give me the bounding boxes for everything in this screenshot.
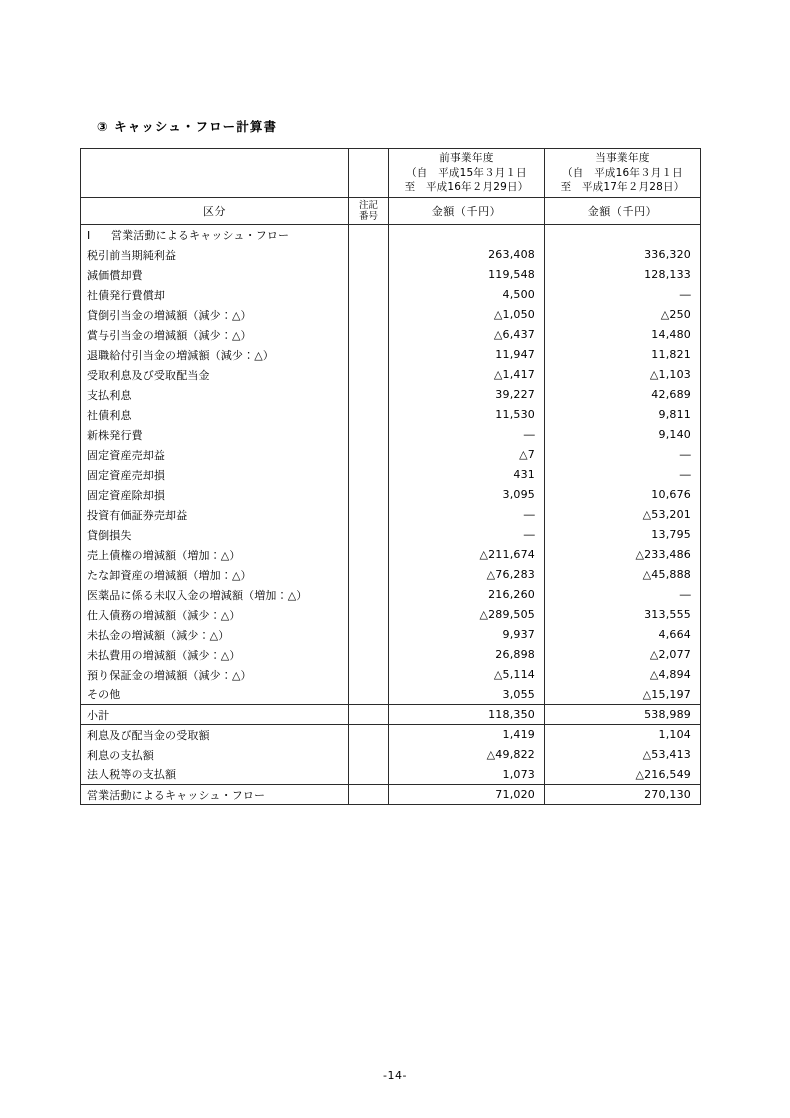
row-note-number xyxy=(349,425,389,445)
table-row xyxy=(81,465,701,485)
row-label: 利息及び配当金の受取額 xyxy=(81,725,349,745)
table-row xyxy=(81,245,701,265)
row-amount-prev: 9,937 xyxy=(389,625,545,645)
row-label: 未払費用の増減額（減少：△） xyxy=(81,645,349,665)
row-amount-prev: △289,505 xyxy=(389,605,545,625)
prev-period-to: 至 平成16年２月29日） xyxy=(404,181,529,194)
row-amount-curr: ― xyxy=(545,285,701,305)
row-amount-prev: △211,674 xyxy=(389,545,545,565)
table-row xyxy=(81,365,701,385)
table-row xyxy=(81,645,701,665)
row-label: 社債発行費償却 xyxy=(81,285,349,305)
row-amount-curr: △53,413 xyxy=(545,745,701,765)
table-row xyxy=(81,765,701,785)
row-label: 仕入債務の増減額（減少：△） xyxy=(81,605,349,625)
row-amount-prev: ― xyxy=(389,505,545,525)
cash-flow-statement-table xyxy=(80,148,701,805)
curr-period-name: 当事業年度 xyxy=(595,152,650,165)
row-amount-curr: △53,201 xyxy=(545,505,701,525)
table-row xyxy=(81,585,701,605)
row-label: 新株発行費 xyxy=(81,425,349,445)
row-amount-curr: △2,077 xyxy=(545,645,701,665)
row-note-number xyxy=(349,705,389,725)
row-amount-curr: △250 xyxy=(545,305,701,325)
row-amount-prev: 118,350 xyxy=(389,705,545,725)
row-amount-prev: △1,417 xyxy=(389,365,545,385)
row-amount-curr: 270,130 xyxy=(545,785,701,805)
row-amount-prev: ― xyxy=(389,425,545,445)
header-blank-cell xyxy=(81,149,349,198)
row-label: 預り保証金の増減額（減少：△） xyxy=(81,665,349,685)
table-row xyxy=(81,265,701,285)
row-amount-curr: ― xyxy=(545,465,701,485)
row-amount-prev: 431 xyxy=(389,465,545,485)
prev-period-from: （自 平成15年３月１日 xyxy=(406,166,527,179)
row-amount-prev: △76,283 xyxy=(389,565,545,585)
header-prev-amount-label: 金額（千円） xyxy=(389,198,545,225)
row-note-number xyxy=(349,225,389,245)
row-label: 投資有価証券売却益 xyxy=(81,505,349,525)
row-amount-curr: 336,320 xyxy=(545,245,701,265)
header-row-columns xyxy=(81,198,701,225)
row-note-number xyxy=(349,405,389,425)
row-amount-prev: 1,419 xyxy=(389,725,545,745)
curr-period-from: （自 平成16年３月１日 xyxy=(562,166,683,179)
section-heading-row xyxy=(81,225,701,245)
row-label: 貸倒損失 xyxy=(81,525,349,545)
row-label: Ⅰ 営業活動によるキャッシュ・フロー xyxy=(81,225,349,245)
header-prev-period xyxy=(389,149,545,198)
row-label: 固定資産売却損 xyxy=(81,465,349,485)
row-amount-prev: 3,095 xyxy=(389,485,545,505)
table-row xyxy=(81,285,701,305)
table-row xyxy=(81,665,701,685)
row-note-number xyxy=(349,345,389,365)
table-row xyxy=(81,725,701,745)
header-blank-note-cell xyxy=(349,149,389,198)
row-note-number xyxy=(349,465,389,485)
row-amount-curr: 128,133 xyxy=(545,265,701,285)
row-note-number xyxy=(349,765,389,785)
row-amount-curr xyxy=(545,225,701,245)
table-row xyxy=(81,405,701,425)
row-amount-prev: 263,408 xyxy=(389,245,545,265)
row-note-number xyxy=(349,585,389,605)
row-label: 受取利息及び受取配当金 xyxy=(81,365,349,385)
table-row xyxy=(81,625,701,645)
prev-period-name: 前事業年度 xyxy=(439,152,494,165)
page-title: ③ キャッシュ・フロー計算書 xyxy=(97,119,278,134)
table-row xyxy=(81,425,701,445)
row-amount-prev: 39,227 xyxy=(389,385,545,405)
row-note-number xyxy=(349,245,389,265)
row-label: 利息の支払額 xyxy=(81,745,349,765)
header-curr-amount-label: 金額（千円） xyxy=(545,198,701,225)
row-amount-curr: 14,480 xyxy=(545,325,701,345)
row-amount-curr: 10,676 xyxy=(545,485,701,505)
row-amount-curr: △233,486 xyxy=(545,545,701,565)
row-note-number xyxy=(349,625,389,645)
row-note-number xyxy=(349,365,389,385)
row-amount-curr: 42,689 xyxy=(545,385,701,405)
row-amount-curr: △1,103 xyxy=(545,365,701,385)
row-amount-prev: △49,822 xyxy=(389,745,545,765)
header-note-line2: 番号 xyxy=(358,211,378,222)
row-amount-curr: 9,140 xyxy=(545,425,701,445)
row-amount-curr: 538,989 xyxy=(545,705,701,725)
table-row xyxy=(81,345,701,365)
row-label: その他 xyxy=(81,685,349,705)
row-label: 法人税等の支払額 xyxy=(81,765,349,785)
row-label: 営業活動によるキャッシュ・フロー xyxy=(81,785,349,805)
header-row-period xyxy=(81,149,701,198)
row-amount-curr: △45,888 xyxy=(545,565,701,585)
row-note-number xyxy=(349,725,389,745)
row-amount-prev: 3,055 xyxy=(389,685,545,705)
row-amount-prev: ― xyxy=(389,525,545,545)
row-label: 貸倒引当金の増減額（減少：△） xyxy=(81,305,349,325)
row-note-number xyxy=(349,385,389,405)
row-note-number xyxy=(349,265,389,285)
row-amount-prev: 1,073 xyxy=(389,765,545,785)
row-label: 未払金の増減額（減少：△） xyxy=(81,625,349,645)
row-amount-prev: 216,260 xyxy=(389,585,545,605)
row-amount-prev: 119,548 xyxy=(389,265,545,285)
row-label: 税引前当期純利益 xyxy=(81,245,349,265)
row-amount-curr: 13,795 xyxy=(545,525,701,545)
row-amount-curr: 9,811 xyxy=(545,405,701,425)
row-amount-curr: 1,104 xyxy=(545,725,701,745)
header-division-label: 区分 xyxy=(81,198,349,225)
row-label: 売上債権の増減額（増加：△） xyxy=(81,545,349,565)
table-row xyxy=(81,545,701,565)
row-note-number xyxy=(349,505,389,525)
row-label: 固定資産売却益 xyxy=(81,445,349,465)
section-roman: Ⅰ xyxy=(87,228,91,242)
row-label: 固定資産除却損 xyxy=(81,485,349,505)
curr-period-to: 至 平成17年２月28日） xyxy=(560,181,685,194)
row-label: たな卸資産の増減額（増加：△） xyxy=(81,565,349,585)
table-row xyxy=(81,325,701,345)
row-amount-prev: △1,050 xyxy=(389,305,545,325)
row-amount-curr: ― xyxy=(545,445,701,465)
row-amount-prev: 26,898 xyxy=(389,645,545,665)
row-note-number xyxy=(349,605,389,625)
table-row xyxy=(81,745,701,765)
total-row xyxy=(81,785,701,805)
page-number: -14- xyxy=(383,1069,407,1082)
row-note-number xyxy=(349,325,389,345)
row-note-number xyxy=(349,565,389,585)
row-note-number xyxy=(349,745,389,765)
row-amount-curr: ― xyxy=(545,585,701,605)
row-amount-prev xyxy=(389,225,545,245)
row-label: 医薬品に係る未収入金の増減額（増加：△） xyxy=(81,585,349,605)
row-note-number xyxy=(349,305,389,325)
subtotal-row xyxy=(81,705,701,725)
row-amount-prev: 71,020 xyxy=(389,785,545,805)
table-row xyxy=(81,525,701,545)
row-label: 小計 xyxy=(81,705,349,725)
table-body xyxy=(81,225,701,805)
row-note-number xyxy=(349,645,389,665)
header-curr-period xyxy=(545,149,701,198)
row-amount-curr: △4,894 xyxy=(545,665,701,685)
row-note-number xyxy=(349,445,389,465)
table-row xyxy=(81,605,701,625)
row-amount-curr: 11,821 xyxy=(545,345,701,365)
row-amount-curr: 313,555 xyxy=(545,605,701,625)
row-note-number xyxy=(349,665,389,685)
row-note-number xyxy=(349,685,389,705)
row-note-number xyxy=(349,545,389,565)
row-amount-prev: 4,500 xyxy=(389,285,545,305)
table-row xyxy=(81,445,701,465)
row-amount-prev: △6,437 xyxy=(389,325,545,345)
row-label: 退職給付引当金の増減額（減少：△） xyxy=(81,345,349,365)
table-header xyxy=(81,149,701,225)
row-amount-curr: △216,549 xyxy=(545,765,701,785)
header-note-line1: 注記 xyxy=(358,199,378,211)
table-row xyxy=(81,685,701,705)
table-row xyxy=(81,485,701,505)
table-row xyxy=(81,305,701,325)
row-amount-prev: △7 xyxy=(389,445,545,465)
row-amount-curr: 4,664 xyxy=(545,625,701,645)
table-row xyxy=(81,505,701,525)
row-amount-prev: △5,114 xyxy=(389,665,545,685)
row-label: 支払利息 xyxy=(81,385,349,405)
row-label: 社債利息 xyxy=(81,405,349,425)
row-amount-curr: △15,197 xyxy=(545,685,701,705)
row-note-number xyxy=(349,485,389,505)
row-note-number xyxy=(349,525,389,545)
header-note-label xyxy=(349,198,389,225)
row-note-number xyxy=(349,285,389,305)
row-amount-prev: 11,947 xyxy=(389,345,545,365)
row-label: 賞与引当金の増減額（減少：△） xyxy=(81,325,349,345)
row-note-number xyxy=(349,785,389,805)
table-row xyxy=(81,565,701,585)
row-label: 減価償却費 xyxy=(81,265,349,285)
table-row xyxy=(81,385,701,405)
row-amount-prev: 11,530 xyxy=(389,405,545,425)
